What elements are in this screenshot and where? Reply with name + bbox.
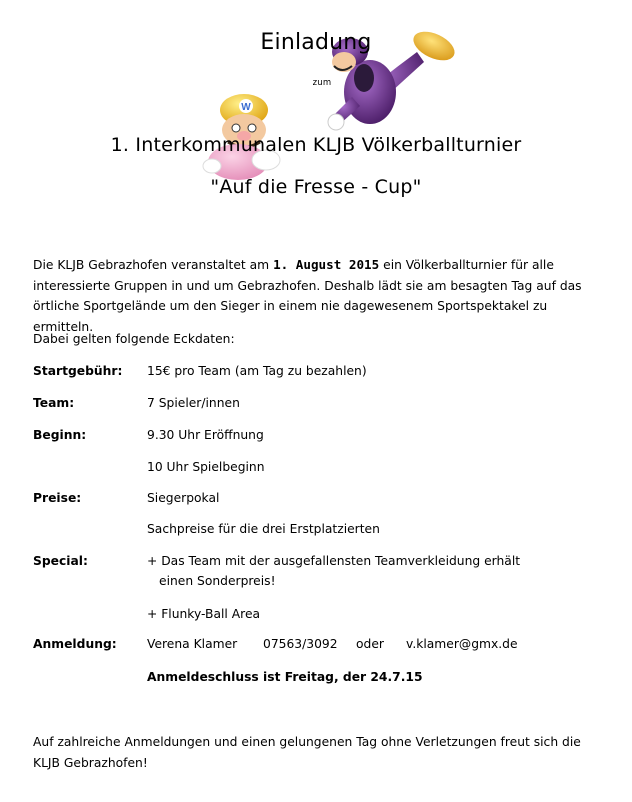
registration-deadline: Anmeldeschluss ist Freitag, der 24.7.15 <box>147 670 423 684</box>
fee-label: Startgebühr: <box>33 364 123 378</box>
prize-trophy: Siegerpokal <box>147 491 220 505</box>
team-value: 7 Spieler/innen <box>147 396 240 410</box>
prize-goods: Sachpreise für die drei Erstplatzierten <box>147 522 380 536</box>
cup-name: "Auf die Fresse - Cup" <box>210 176 422 198</box>
contact-email: v.klamer@gmx.de <box>406 637 518 651</box>
start-label: Beginn: <box>33 428 87 442</box>
special-flunkyball: + Flunky-Ball Area <box>147 607 261 621</box>
start-opening: 9.30 Uhr Eröffnung <box>147 428 264 442</box>
details-intro: Dabei gelten folgende Eckdaten: <box>33 332 235 346</box>
special-costume-cont: einen Sonderpreis! <box>159 574 276 588</box>
prizes-label: Preise: <box>33 491 82 505</box>
contact-name: Verena Klamer <box>147 637 238 651</box>
contact-phone: 07563/3092 <box>263 637 338 651</box>
special-costume: + Das Team mit der ausgefallensten Teamverkleidung erhält <box>147 554 521 568</box>
registration-label: Anmeldung: <box>33 637 117 651</box>
special-label: Special: <box>33 554 88 568</box>
intro-text-end: ein Völkerballturnier für alle interessierte Gruppen in und um Gebrazhofen. Deshalb lädt sie am besagten Tag auf das örtliche Sportgelände um den Sieger in einem nie dagewesenem Sportspektakel zu ermitteln. <box>33 258 582 334</box>
invitation-heading: Einladung <box>260 30 372 55</box>
heading-connector: zum <box>312 78 332 88</box>
team-label: Team: <box>33 396 75 410</box>
fee-value: 15€ pro Team (am Tag zu bezahlen) <box>147 364 367 378</box>
contact-or: oder <box>356 637 384 651</box>
intro-text-start: Die KLJB Gebrazhofen veranstaltet am <box>33 258 274 272</box>
event-title: 1. Interkommunalen KLJB Völkerballturnier <box>110 134 522 156</box>
closing-paragraph: Auf zahlreiche Anmeldungen und einen gelungenen Tag ohne Verletzungen freut sich die KLJB Gebrazhofen! <box>33 735 581 770</box>
intro-paragraph <box>33 255 608 337</box>
svg-text:W: W <box>241 102 251 113</box>
start-games: 10 Uhr Spielbeginn <box>147 460 265 474</box>
event-date: 1. August 2015 <box>273 257 380 272</box>
